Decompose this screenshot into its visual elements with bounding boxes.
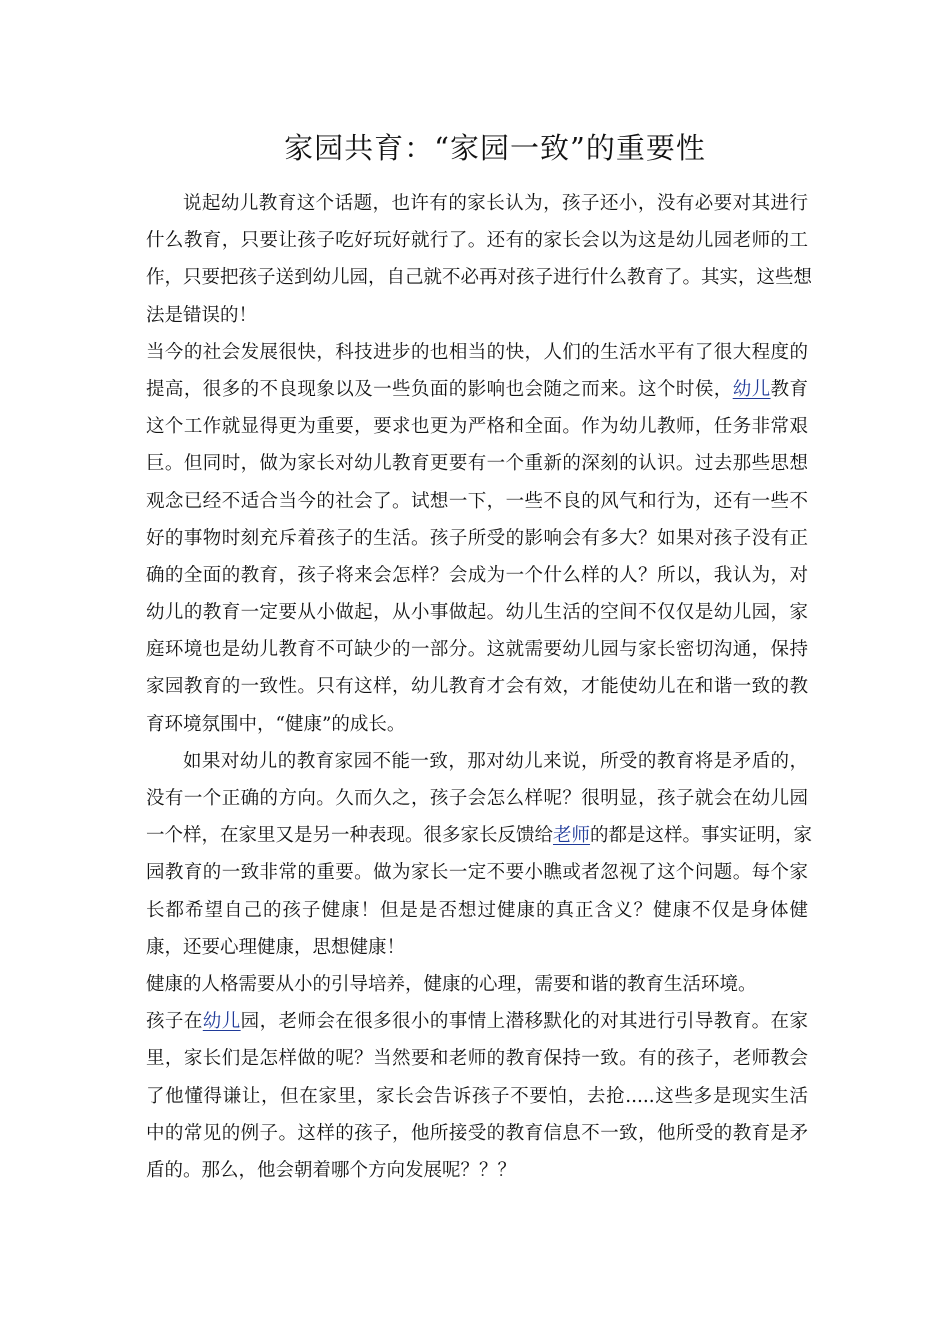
text-segment: 园，老师会在很多很小的事情上潜移默化的对其进行引导教育。在家 — [240, 1011, 808, 1033]
text-segment: 中的常见的例子。这样的孩子，他所接受的教育信息不一致，他所受的教育是矛 — [146, 1122, 808, 1144]
text-line — [146, 371, 808, 408]
text-segment: 当今的社会发展很快，科技进步的也相当的快，人们的生活水平有了很大程度的 — [146, 341, 808, 363]
text-segment: 作，只要把孩子送到幼儿园，自己就不必再对孩子进行什么教育了。其实，这些想 — [146, 267, 813, 289]
text-line — [146, 594, 808, 631]
document-title: 家园共育：“家园一致”的重要性 — [284, 131, 706, 165]
text-line — [146, 334, 808, 371]
text-line — [146, 1152, 808, 1189]
text-segment: 长都希望自己的孩子健康！但是是否想过健康的真正含义？健康不仅是身体健 — [146, 899, 808, 921]
inline-link[interactable]: 幼儿 — [202, 1011, 241, 1033]
text-line — [146, 706, 808, 743]
text-line — [146, 1115, 808, 1152]
text-segment: 园教育的一致非常的重要。做为家长一定不要小瞧或者忽视了这个问题。每个家 — [146, 862, 808, 884]
text-segment: 如果对幼儿的教育家园不能一致，那对幼儿来说，所受的教育将是矛盾的， — [183, 750, 808, 772]
text-segment: 提高，很多的不良现象以及一些负面的影响也会随之而来。这个时侯， — [146, 378, 733, 400]
text-segment: 巨。但同时，做为家长对幼儿教育更要有一个重新的深刻的认识。过去那些思想 — [146, 453, 808, 475]
text-segment: 孩子在 — [146, 1011, 203, 1033]
text-segment: 里，家长们是怎样做的呢？当然要和老师的教育保持一致。有的孩子，老师教会 — [146, 1048, 808, 1070]
text-line — [146, 631, 808, 668]
text-segment: 康，还要心理健康，思想健康！ — [146, 936, 406, 958]
text-line — [146, 854, 808, 891]
text-segment: 什么教育，只要让孩子吃好玩好就行了。还有的家长会以为这是幼儿园老师的工 — [146, 230, 808, 252]
text-line — [146, 408, 808, 445]
text-line — [146, 483, 808, 520]
text-segment: 家园教育的一致性。只有这样，幼儿教育才会有效，才能使幼儿在和谐一致的教 — [146, 676, 808, 698]
text-segment: 说起幼儿教育这个话题，也许有的家长认为，孩子还小，没有必要对其进行 — [183, 193, 808, 214]
text-line — [146, 520, 808, 557]
text-segment: 的都是这样。事实证明，家 — [590, 825, 813, 847]
text-line — [146, 445, 808, 482]
inline-link[interactable]: 老师 — [553, 825, 591, 847]
text-line — [146, 259, 813, 296]
text-line — [146, 1078, 808, 1115]
text-segment: 法是错误的！ — [146, 304, 258, 326]
text-line — [146, 1040, 808, 1077]
text-line — [146, 668, 808, 705]
text-line — [146, 817, 813, 854]
text-segment: 好的事物时刻充斥着孩子的生活。孩子所受的影响会有多大？如果对孩子没有正 — [146, 527, 808, 549]
text-segment: 没有一个正确的方向。久而久之，孩子会怎么样呢？很明显，孩子就会在幼儿园 — [146, 788, 808, 809]
text-segment: 育环境氛围中，“健康”的成长。 — [146, 713, 406, 735]
document-body — [146, 185, 813, 1189]
text-segment: 庭环境也是幼儿教育不可缺少的一部分。这就需要幼儿园与家长密切沟通，保持 — [146, 639, 808, 661]
text-segment: 健康的人格需要从小的引导培养，健康的心理，需要和谐的教育生活环境。 — [146, 973, 757, 995]
text-segment: 一个样，在家里又是另一种表现。很多家长反馈给 — [146, 825, 554, 847]
text-line — [146, 557, 808, 594]
text-line — [146, 892, 808, 929]
text-line — [146, 743, 808, 780]
text-line — [146, 929, 808, 966]
text-line — [146, 780, 808, 817]
text-segment: 了他懂得谦让，但在家里，家长会告诉孩子不要怕，去抢.....这些多是现实生活 — [146, 1085, 808, 1107]
text-line — [146, 297, 808, 334]
text-line — [146, 1003, 808, 1040]
text-segment: 观念已经不适合当今的社会了。试想一下，一些不良的风气和行为，还有一些不 — [146, 490, 808, 512]
text-line — [146, 185, 808, 222]
text-segment: 确的全面的教育，孩子将来会怎样？会成为一个什么样的人？所以，我认为，对 — [146, 564, 808, 586]
inline-link[interactable]: 幼儿 — [732, 378, 771, 400]
text-segment: 盾的。那么，他会朝着哪个方向发展呢？？？ — [146, 1159, 517, 1181]
text-segment: 这个工作就显得更为重要，要求也更为严格和全面。作为幼儿教师，任务非常艰 — [146, 416, 808, 438]
text-segment: 幼儿的教育一定要从小做起，从小事做起。幼儿生活的空间不仅仅是幼儿园，家 — [146, 602, 808, 624]
text-line — [146, 222, 808, 259]
text-segment: 教育 — [770, 378, 808, 400]
text-line — [146, 966, 808, 1003]
